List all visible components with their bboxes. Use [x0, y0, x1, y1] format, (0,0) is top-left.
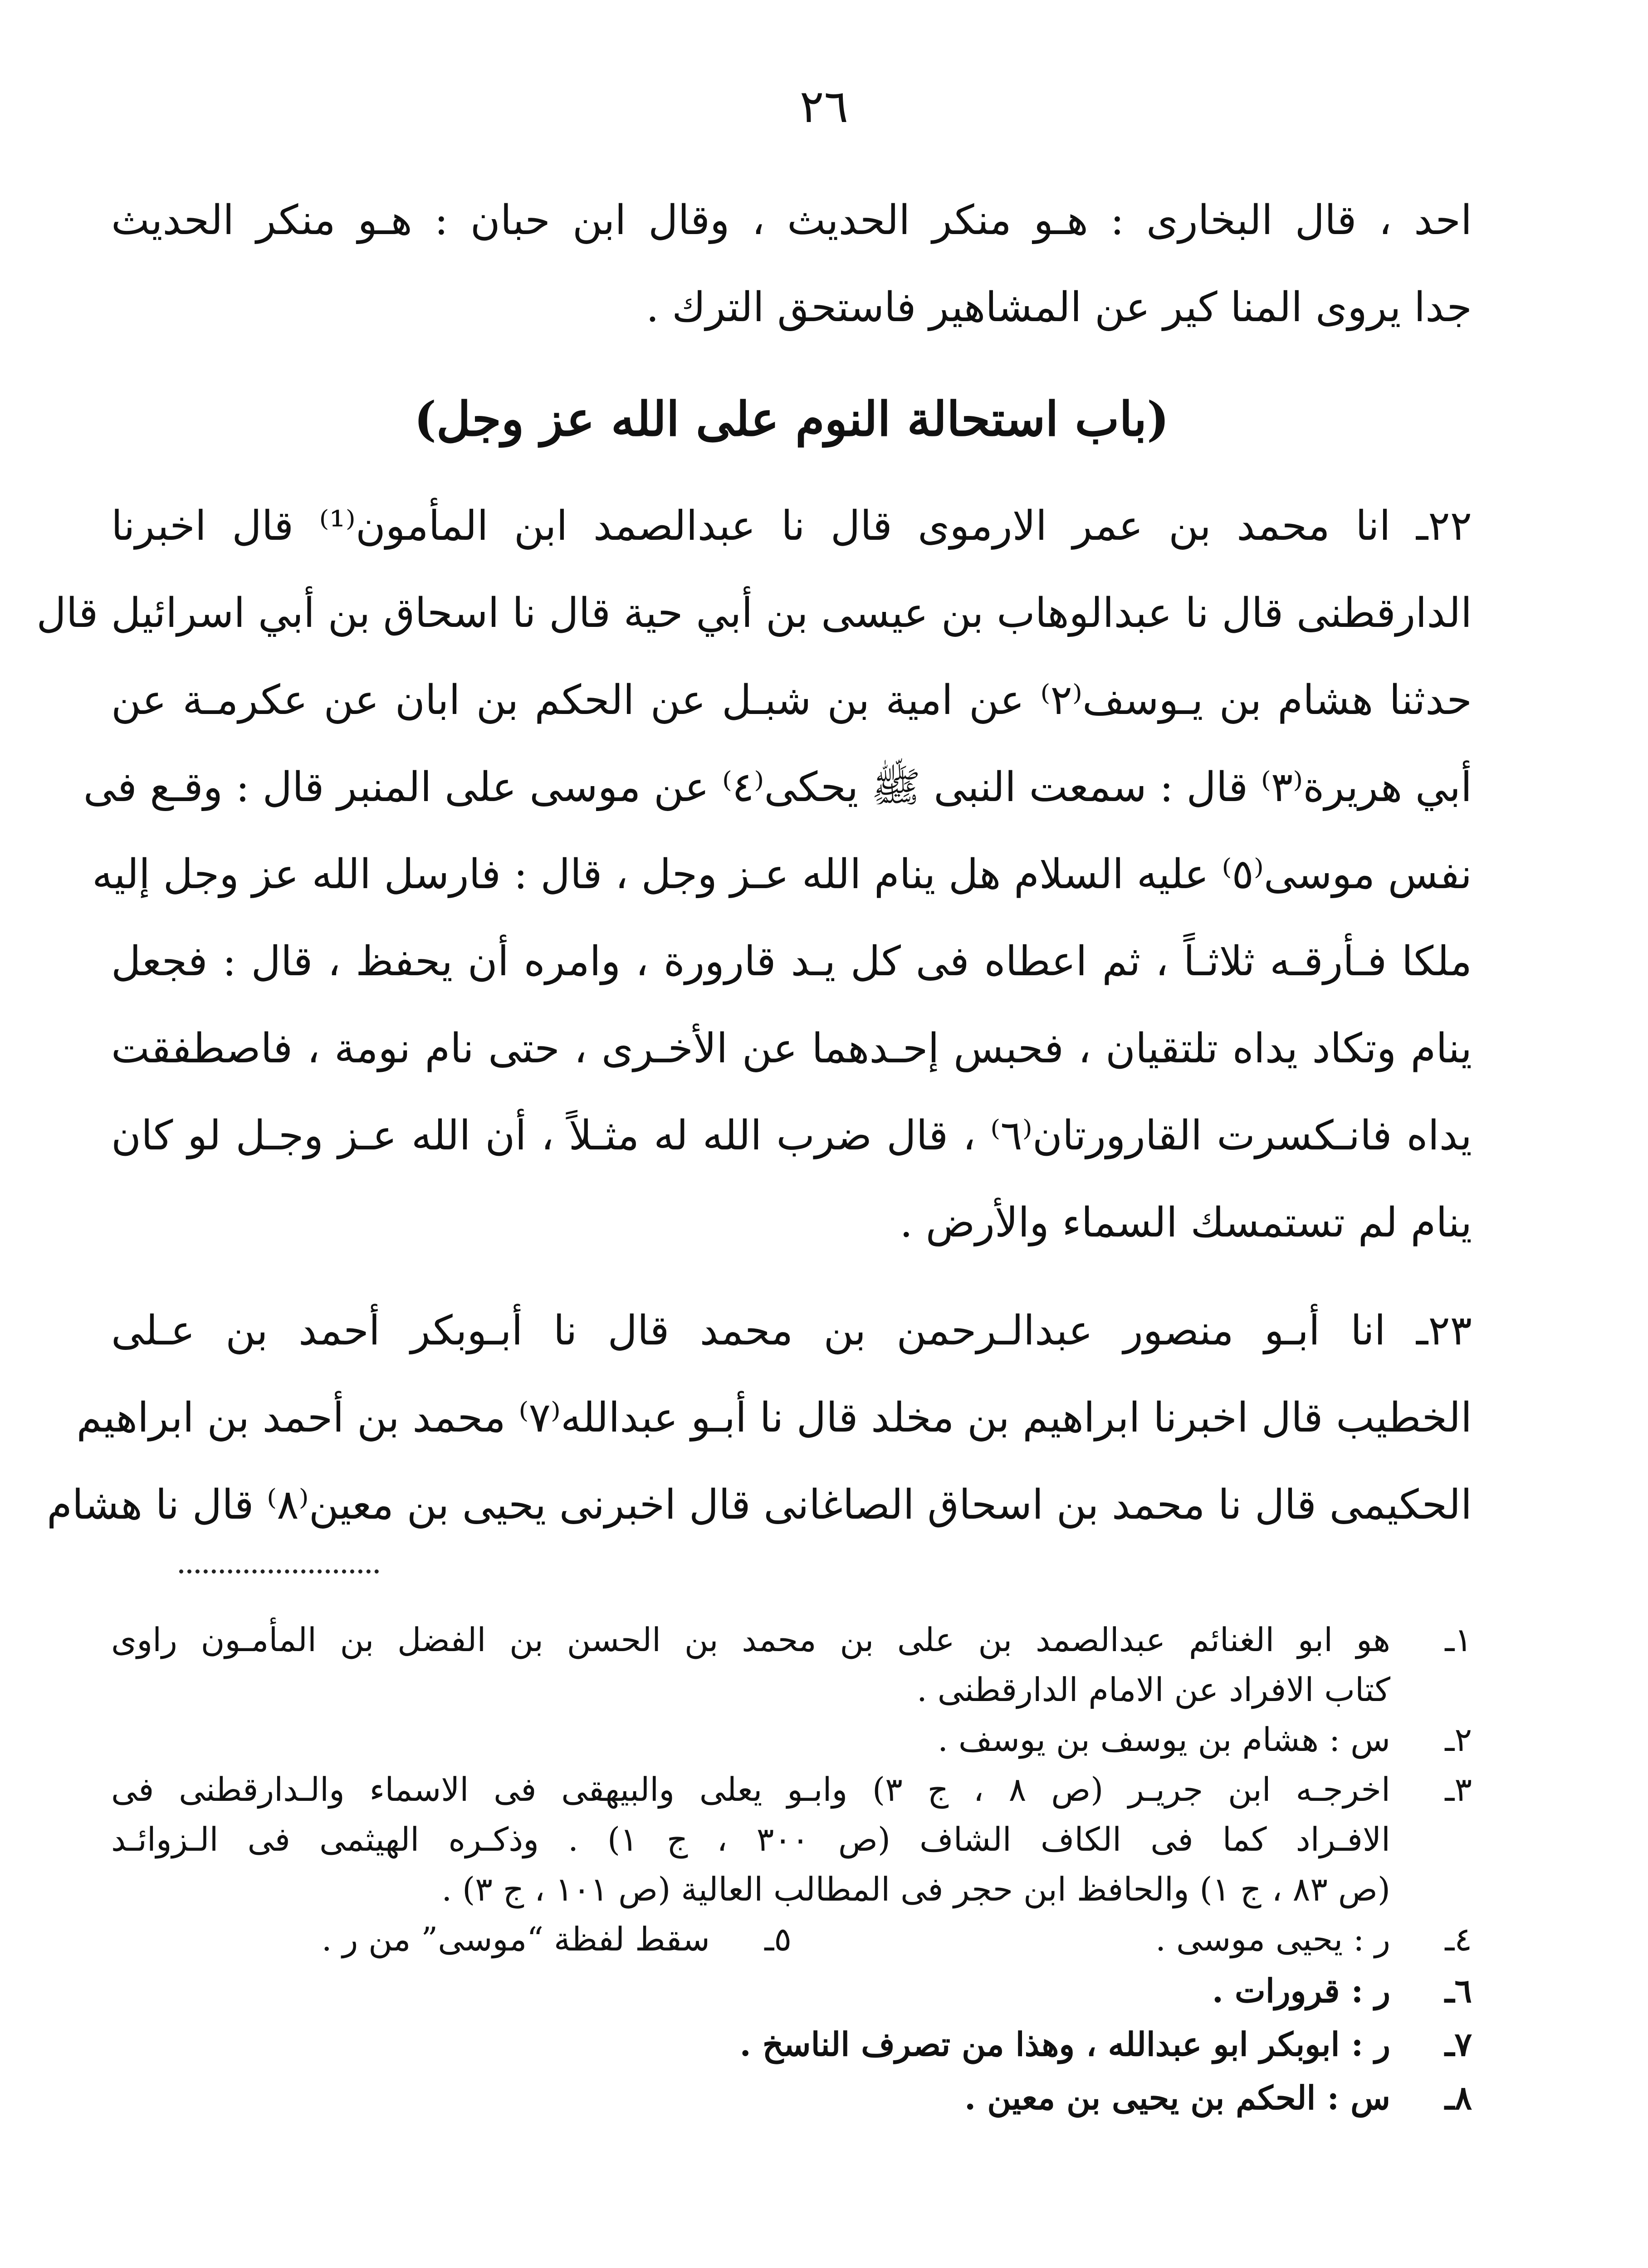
hadith-22-line: ٢٢ـ انا محمد بن عمر الارموى قال نا عبدالصمد ابن المأمون⁽¹⁾ قال اخبرنا [111, 502, 1472, 550]
footnote-8 [111, 2071, 1472, 2125]
footnote-line: س : هشام بن يوسف بن يوسف . [938, 1721, 1390, 1759]
footnote-4 [792, 1914, 1472, 1964]
footnote-line: (ص ٨٣ ، ج ١) والحافظ ابن حجر فى المطالب العالية (ص ١٠١ ، ج ٣) . [441, 1870, 1390, 1908]
footnote-number: ٧ـ [1445, 2025, 1472, 2063]
hadith-23-line: ٢٣ـ انا أبـو منصور عبدالـرحمن بن محمد قال نا أبـوبكر أحمد بن عـلى [111, 1307, 1472, 1354]
footnote-2 [111, 1715, 1472, 1765]
hadith-22-line: ينام لم تستمسك السماء والأرض . [900, 1199, 1472, 1246]
footnote-line: هو ابو الغنائم عبدالصمد بن على بن محمد بن الحسن بن الفضل بن المأمـون راوى [111, 1621, 1390, 1659]
footnote-number: ٢ـ [1445, 1721, 1472, 1759]
footnote-number: ٥ـ [764, 1920, 792, 1958]
footnote-6 [111, 1964, 1472, 2018]
hadith-23-line: الخطيب قال اخبرنا ابراهيم بن مخلد قال نا أبـو عبدالله⁽٧⁾ محمد بن أحمد بن ابراهيم [76, 1394, 1472, 1442]
footnote-number: ٦ـ [1445, 1971, 1472, 2010]
page-number: ٢٦ [799, 80, 849, 133]
hadith-22-line: حدثنا هشام بن يـوسف⁽٢⁾ عن امية بن شبـل عن الحكم بن ابان عن عكرمـة عن [111, 676, 1472, 724]
footnote-line: كتاب الافراد عن الامام الدارقطنى . [917, 1671, 1390, 1709]
footnote-line: ر : يحيى موسى . [1155, 1920, 1390, 1958]
footnote-number: ٤ـ [1445, 1920, 1472, 1958]
footnote-line: اخرجـه ابن جريـر (ص ٨ ، ج ٣) وابـو يعلى والبيهقى فى الاسماء والـدارقطنى فى [111, 1770, 1391, 1809]
footnote-1 [111, 1615, 1472, 1715]
footnote-line: سقط لفظة “موسى” من ر . [321, 1920, 710, 1958]
footnote-line: الافـراد كما فى الكاف الشاف (ص ٣٠٠ ، ج ١) . وذكـره الهيثمى فى الـزوائـد [111, 1820, 1391, 1858]
footnotes-4-5-row [111, 1914, 1472, 1964]
footnote-separator [179, 1569, 379, 1574]
hadith-22-line: نفس موسى⁽٥⁾ عليه السلام هل ينام الله عـز وجل ، قال : فارسل الله عز وجل إليه [92, 850, 1472, 898]
intro-line: جدا يروى المنا كير عن المشاهير فاستحق الترك . [646, 284, 1472, 331]
footnote-line: ر : ابوبكر ابو عبدالله ، وهذا من تصرف الناسخ . [739, 2025, 1390, 2063]
hadith-22-line: الدارقطنى قال نا عبدالوهاب بن عيسى بن أبي حية قال نا اسحاق بن أبي اسرائيل قال [36, 589, 1472, 637]
hadith-22-line: يداه فانـكسرت القارورتان⁽٦⁾ ، قال ضرب الله له مثـلاً ، أن الله عـز وجـل لو كان [111, 1112, 1472, 1159]
footnote-number: ٨ـ [1445, 2078, 1472, 2117]
hadith-22-line: ملكا فـأرقـه ثلاثـاً ، ثم اعطاه فى كل يـد قارورة ، وامره أن يحفظ ، قال : فجعل [111, 938, 1472, 985]
hadith-22-line: أبي هريرة⁽٣⁾ قال : سمعت النبى ﷺ يحكى⁽٤⁾ عن موسى على المنبر قال : وقـع فى [83, 763, 1472, 811]
chapter-heading: (باب استحالة النوم على الله عز وجل) [414, 391, 1169, 447]
footnote-7 [111, 2018, 1472, 2071]
intro-line: احد ، قال البخارى : هـو منكر الحديث ، وقال ابن حبان : هـو منكر الحديث [111, 196, 1472, 244]
footnotes [111, 1615, 1472, 2125]
footnote-line: ر : قرورات . [1212, 1971, 1390, 2010]
main-text [36, 177, 1472, 1549]
footnote-3 [111, 1765, 1472, 1914]
footnote-line: س : الحكم بن يحيى بن معين . [964, 2078, 1390, 2117]
footnote-number: ١ـ [1445, 1621, 1472, 1659]
hadith-22-line: ينام وتكاد يداه تلتقيان ، فحبس إحـدهما عن الأخـرى ، حتى نام نومة ، فاصطفقت [111, 1025, 1472, 1072]
footnote-number: ٣ـ [1445, 1770, 1472, 1809]
paragraph-gap [111, 1266, 1472, 1287]
footnote-5 [111, 1914, 792, 1964]
hadith-23-line: الحكيمى قال نا محمد بن اسحاق الصاغانى قال اخبرنى يحيى بن معين⁽٨⁾ قال نا هشام [47, 1481, 1472, 1529]
